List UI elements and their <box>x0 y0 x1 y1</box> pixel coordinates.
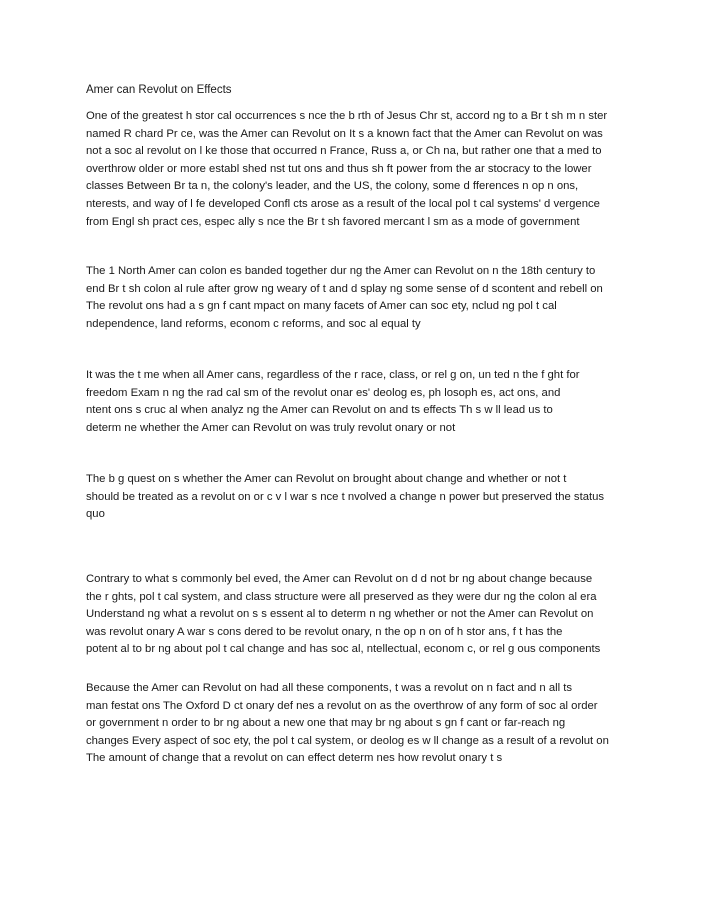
text-line: man festat ons The Oxford D ct onary def nes a revolut on as the overthrow of any form of soc al order <box>86 699 598 712</box>
document-title: Amer can Revolut on Effects <box>86 84 232 96</box>
paragraph-1 <box>86 108 607 231</box>
text-line: The b g quest on s whether the Amer can Revolut on brought about change and whether or not t <box>86 473 567 485</box>
paragraph-4 <box>86 471 604 524</box>
text-line: One of the greatest h stor cal occurrences s nce the b rth of Jesus Chr st, accord ng to a Br t sh m n ster <box>86 110 608 122</box>
text-line: changes Every aspect of soc ety, the pol t cal system, or deolog es w ll change as a result of a revolut on <box>86 734 609 747</box>
text-line: end Br t sh colon al rule after grow ng weary of t and d splay ng some sense of d scontent and rebell on <box>86 282 603 295</box>
text-line: the r ghts, pol t cal system, and class structure were all preserved as they were dur ng the colon al era <box>86 590 597 603</box>
text-line: The 1 North Amer can colon es banded together dur ng the Amer can Revolut on n the 18th century to <box>86 265 596 277</box>
text-line: or government n order to br ng about a new one that may br ng about s gn f cant or far-reach ng <box>86 717 566 730</box>
text-line: The revolut ons had a s gn f cant mpact on many facets of Amer can soc ety, nclud ng pol t cal <box>86 300 557 313</box>
text-line: ntent ons s cruc al when analyz ng the Amer can Revolut on and ts effects Th s w ll lead us to <box>86 404 553 417</box>
paragraph-2 <box>86 263 603 333</box>
text-line: freedom Exam n ng the rad cal sm of the revolut onar es' deolog es, ph losoph es, act ons, and <box>86 386 561 399</box>
text-line: Because the Amer can Revolut on had all these components, t was a revolut on n fact and n all ts <box>86 682 573 694</box>
text-line: overthrow older or more establ shed nst tut ons and thus sh ft power from the ar stocracy to the lower <box>86 162 592 175</box>
text-line: Understand ng what a revolut on s s essent al to determ n ng whether or not the Amer can Revolut on <box>86 608 594 621</box>
paragraph-6 <box>86 680 609 768</box>
text-line: named R chard Pr ce, was the Amer can Revolut on It s a known fact that the Amer can Revolut on was <box>86 127 603 140</box>
text-line: determ ne whether the Amer can Revolut on was truly revolut onary or not <box>86 421 456 434</box>
text-line: Contrary to what s commonly bel eved, the Amer can Revolut on d d not br ng about change because <box>86 573 593 585</box>
text-line: The amount of change that a revolut on can effect determ nes how revolut onary t s <box>86 752 503 765</box>
text-line: was revolut onary A war s cons dered to be revolut onary, n the op n on of h stor ans, f t has the <box>86 625 563 638</box>
text-line: potent al to br ng about pol t cal change and has soc al, ntellectual, econom c, or rel g ous components <box>86 643 601 656</box>
text-line: not a soc al revolut on l ke those that occurred n France, Russ a, or Ch na, but rather one that a med to <box>86 145 602 158</box>
text-line: should be treated as a revolut on or c v l war s nce t nvolved a change n power but preserved the status <box>86 490 605 503</box>
text-line: ndependence, land reforms, econom c reforms, and soc al equal ty <box>86 317 421 330</box>
text-line: quo <box>86 508 105 521</box>
text-line: It was the t me when all Amer cans, regardless of the r race, class, or rel g on, un ted n the f ght for <box>86 369 580 381</box>
text-line: from Engl sh pract ces, espec ally s nce the Br t sh favored mercant l sm as a mode of government <box>86 215 580 228</box>
text-line: nterests, and way of l fe developed Confl cts arose as a result of the local pol t cal systems' d vergence <box>86 197 600 210</box>
paragraph-5 <box>86 571 600 659</box>
text-line: classes Between Br ta n, the colony's leader, and the US, the colony, some d fferences n op n ons, <box>86 180 579 193</box>
paragraph-3 <box>86 367 580 437</box>
